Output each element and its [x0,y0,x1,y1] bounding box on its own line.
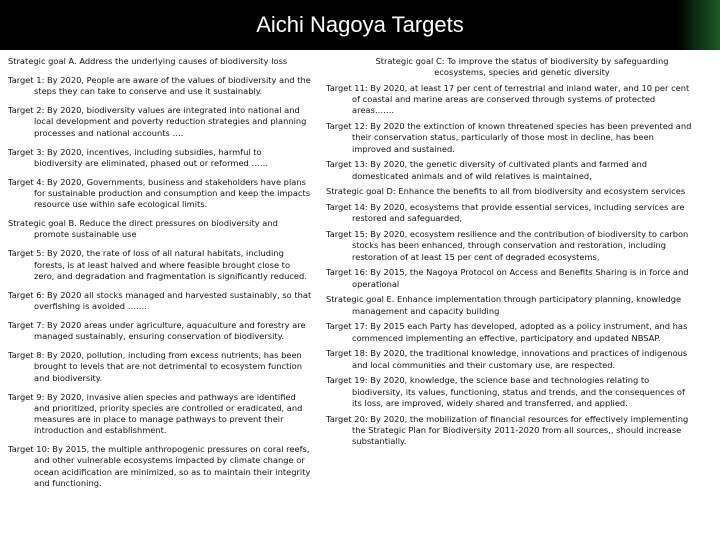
target-10: Target 10: By 2015, the multiple anthropogenic pressures on coral reefs, and other vulnerable ecosystems impacted by climate change or ocean acidification are minimized, so as to maintain their integrity and functioning. [8,444,311,488]
target-4: Target 4: By 2020, Governments, business and stakeholders have plans for sustainable production and consumption and keep the impacts resource use within safe ecological limits. [8,176,311,210]
target-18: Target 18: By 2020, the traditional knowledge, innovations and practices of indigenous and local communities and their customary use, are respected. [326,348,688,370]
target-8: Target 8: By 2020, pollution, including from excess nutrients, has been brought to levels that are not detrimental to ecosystem function and biodiversity. [8,350,302,383]
strategic-goal-d: Strategic goal D: Enhance the benefits to all from biodiversity and ecosystem services [326,186,686,197]
target-7: Target 7: By 2020 areas under agriculture, aquaculture and forestry are managed sustainably, ensuring conservation of biodiversity. [8,320,306,342]
target-11: Target 11: By 2020, at least 17 per cent of terrestrial and inland water, and 10 per cent of coastal and marine areas are conserved through systems of protected areas……. [326,83,690,116]
target-20: Target 20: By 2020, the mobilization of financial resources for effectively implementing the Strategic Plan for Biodiversity 2011-2020 from all sources,, should increase substantially. [326,413,689,447]
target-1: Target 1: By 2020, People are aware of the values of biodiversity and the steps they can take to conserve and use it sustainably. [8,75,311,97]
target-3: Target 3: By 2020, incentives, including subsidies, harmful to biodiversity are eliminated, phased out or reformed …… [8,146,269,168]
page-title: Aichi Nagoya Targets [256,12,464,37]
target-5: Target 5: By 2020, the rate of loss of all natural habitats, including forests, is at least halved and where feasible brought close to zero, and degradation and fragmentation is significantly reduced. [8,248,307,281]
left-column [8,56,312,497]
target-6: Target 6: By 2020 all stocks managed and harvested sustainably, so that overfishing is avoided ……. [8,289,312,312]
target-17: Target 17: By 2015 each Party has developed, adopted as a policy instrument, and has commenced implementing an effective, participatory and updated NBSAP. [326,321,688,343]
target-12: Target 12: By 2020 the extinction of known threatened species has been prevented and their conservation status, particularly of those most in decline, has been improved and sustained. [326,121,692,154]
target-15: Target 15: By 2020, ecosystem resilience and the contribution of biodiversity to carbon stocks has been enhanced, through conservation and restoration, including restoration of at least 15 per cent of degraded ecosystems, [326,229,689,262]
strategic-goal-b: Strategic goal B. Reduce the direct pressures on biodiversity and promote sustainable use [8,218,278,240]
target-14: Target 14: By 2020, ecosystems that provide essential services, including services are restored and safeguarded, [326,202,685,224]
right-column [326,56,692,452]
strategic-goal-e: Strategic goal E. Enhance implementation through participatory planning, knowledge management and capacity building [326,294,682,316]
target-9: Target 9: By 2020, invasive alien species and pathways are identified and prioritized, priority species are controlled or eradicated, and measures are in place to manage pathways to prevent their introduction and establishment. [8,391,303,436]
target-2: Target 2: By 2020, biodiversity values are integrated into national and local development and poverty reduction strategies and planning processes and national accounts …. [8,105,307,138]
strategic-goal-c: Strategic goal C: To improve the status of biodiversity by safeguarding ecosystems, species and genetic diversity [375,56,669,78]
target-16: Target 16: By 2015, the Nagoya Protocol on Access and Benefits Sharing is in force and operational [326,267,689,289]
target-13: Target 13: By 2020, the genetic diversity of cultivated plants and farmed and domesticated animals and of wild relatives is maintained, [326,159,648,181]
title-bar [0,0,720,50]
target-19: Target 19: By 2020, knowledge, the science base and technologies relating to biodiversity, its values, functioning, status and trends, and the consequences of its loss, are improved, widely shared and transferred, and applied. [326,375,685,408]
strategic-goal-a: Strategic goal A. Address the underlying causes of biodiversity loss [8,56,288,66]
